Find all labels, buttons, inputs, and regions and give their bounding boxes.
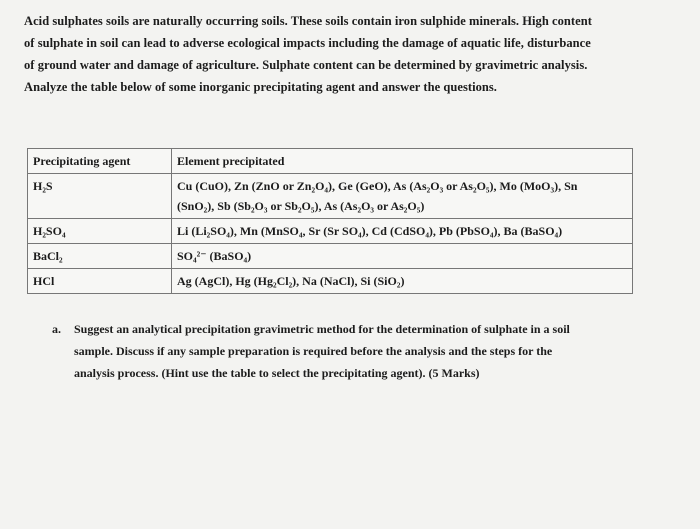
column-header-agent: Precipitating agent — [28, 149, 172, 174]
table-header-row — [28, 149, 633, 174]
elements-line: Ag (AgCl), Hg (Hg₂Cl₂), Na (NaCl), Si (SiO₂) — [177, 274, 405, 288]
elements-line: (SnO₂), Sb (Sb₂O₃ or Sb₂O₅), As (As₂O₃ or As₂O₅) — [177, 199, 425, 213]
intro-line: of ground water and damage of agriculture. Sulphate content can be determined by gravimetric analysis. — [24, 58, 588, 72]
question-line: analysis process. (Hint use the table to select the precipitating agent). (5 Marks) — [74, 366, 480, 380]
table-row — [28, 269, 633, 294]
elements-cell — [172, 219, 633, 244]
agent-cell: H₂SO₄ — [28, 219, 172, 244]
elements-line: Li (Li₂SO₄), Mn (MnSO₄, Sr (Sr SO₄), Cd (CdSO₄), Pb (PbSO₄), Ba (BaSO₄) — [177, 224, 563, 238]
elements-line: Cu (CuO), Zn (ZnO or Zn₂O₄), Ge (GeO), As (As₂O₃ or As₂O₅), Mo (MoO₃), Sn — [177, 179, 578, 193]
intro-line: Acid sulphates soils are naturally occurring soils. These soils contain iron sulphide minerals. High content — [24, 14, 592, 28]
table-row — [28, 174, 633, 219]
precipitating-agents-table — [27, 148, 633, 294]
agent-cell: HCl — [28, 269, 172, 294]
question-marker: a. — [52, 322, 61, 336]
elements-cell — [172, 244, 633, 269]
elements-cell — [172, 269, 633, 294]
question-line: sample. Discuss if any sample preparation is required before the analysis and the steps for the — [74, 344, 553, 358]
question-line: Suggest an analytical precipitation gravimetric method for the determination of sulphate in a soil — [74, 322, 570, 336]
column-header-elements: Element precipitated — [172, 149, 633, 174]
agent-cell: H₂S — [28, 174, 172, 219]
table-row — [28, 244, 633, 269]
intro-line: of sulphate in soil can lead to adverse ecological impacts including the damage of aquatic life, disturbance — [24, 36, 591, 50]
intro-line: Analyze the table below of some inorganic precipitating agent and answer the questions. — [24, 80, 497, 94]
question-a — [52, 318, 652, 384]
elements-cell — [172, 174, 633, 219]
agent-cell: BaCl₂ — [28, 244, 172, 269]
intro-paragraph — [24, 10, 664, 98]
elements-line: SO₄²⁻ (BaSO₄) — [177, 249, 252, 263]
question-text — [74, 318, 652, 384]
table-row — [28, 219, 633, 244]
